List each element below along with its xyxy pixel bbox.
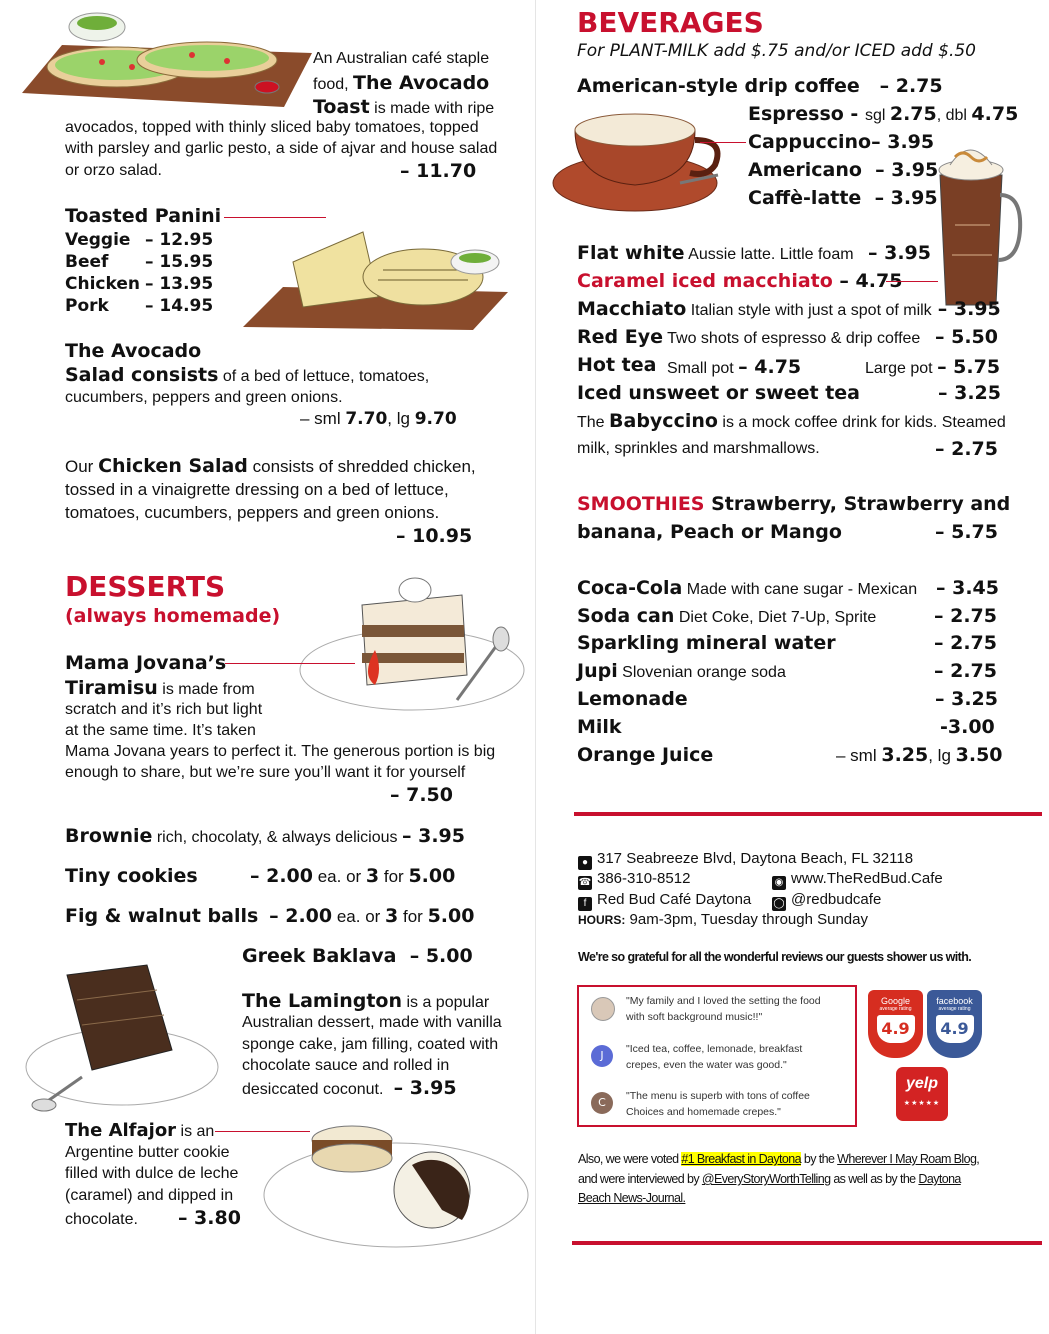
- review-text-2: "Iced tea, coffee, lemonade, breakfast crepes, even the water was good.": [626, 1043, 803, 1071]
- chicken-salad-line1: Our Chicken Salad consists of shredded chicken,: [65, 455, 476, 477]
- avocado-salad-desc2: cucumbers, peppers and green onions.: [65, 389, 343, 406]
- tiramisu-desc2: scratch and it’s rich but light: [65, 701, 263, 718]
- globe-icon: ◉: [772, 876, 786, 890]
- panini-item-chicken: Chicken: [65, 274, 140, 294]
- espresso-line: Espresso - sgl 2.75, dbl 4.75: [748, 103, 1019, 125]
- chicken-salad-desc2: tossed in a vinaigrette dressing on a bed of lettuce,: [65, 480, 449, 499]
- hot-tea-name: Hot tea: [577, 354, 657, 376]
- caramel-pointer-line: [886, 281, 938, 282]
- chicken-salad-price: – 10.95: [396, 525, 473, 547]
- panini-illustration: [243, 222, 508, 332]
- panini-price-chicken: – 13.95: [145, 274, 214, 294]
- smoothies-price: – 5.75: [935, 521, 998, 543]
- panini-item-veggie: Veggie: [65, 230, 131, 250]
- facebook-link[interactable]: f Red Bud Café Daytona: [578, 891, 751, 911]
- reviews-box: [577, 985, 857, 1127]
- yelp-badge: yelp ★★★★★: [896, 1067, 948, 1121]
- brownie-line: Brownie rich, chocolaty, & always delicious – 3.95: [65, 825, 465, 847]
- hot-tea-large: Large pot – 5.75: [865, 356, 1001, 378]
- alfajor-desc2: Argentine butter cookie: [65, 1144, 230, 1161]
- review-avatar-1: [591, 997, 615, 1021]
- alfajor-illustration: [262, 1110, 530, 1250]
- panini-price-beef: – 15.95: [145, 252, 214, 272]
- instagram-link[interactable]: ◯ @redbudcafe: [773, 891, 882, 909]
- hours-line: HOURS: 9am-3pm, Tuesday through Sunday: [578, 911, 868, 928]
- tiramisu-price: – 7.50: [390, 784, 453, 806]
- drip-coffee-line: American-style drip coffee – 2.75: [577, 75, 943, 97]
- tiny-cookies-name: Tiny cookies: [65, 865, 198, 887]
- caramel-macchiato-line: Caramel iced macchiato – 4.75: [577, 270, 903, 292]
- drink-price-coca-cola: – 3.45: [936, 577, 999, 599]
- drink-name-lemonade: Lemonade: [577, 688, 688, 710]
- review-text-1: "My family and I loved the setting the food with soft background music!!": [626, 995, 821, 1023]
- instagram-icon: ◯: [773, 898, 785, 909]
- phone-icon: ☎: [578, 877, 592, 888]
- desserts-heading: DESSERTS: [65, 570, 226, 603]
- desserts-subtitle: (always homemade): [65, 605, 281, 627]
- babyccino-line1: The Babyccino is a mock coffee drink for kids. Steamed: [577, 410, 1006, 432]
- alfajor-desc4: (caramel) and dipped in: [65, 1187, 234, 1204]
- beverages-heading: BEVERAGES: [577, 6, 764, 39]
- smoothies-line1: SMOOTHIES Strawberry, Strawberry and: [577, 493, 1011, 515]
- phone-line[interactable]: ☎ 386-310-8512: [578, 870, 691, 888]
- section-divider-top: [574, 812, 1042, 816]
- flat-white-line: Flat white Aussie latte. Little foam: [577, 242, 854, 264]
- drink-price-lemonade: – 3.25: [935, 688, 998, 710]
- lamington-desc4: chocolate sauce and rolled in: [242, 1057, 450, 1074]
- news-journal-link-part2[interactable]: Beach News-Journal.: [578, 1191, 686, 1205]
- lamington-desc5: desiccated coconut. – 3.95: [242, 1077, 457, 1099]
- hot-tea-small: Small pot – 4.75: [667, 356, 802, 378]
- drink-name-milk: Milk: [577, 716, 622, 738]
- avocado-toast-illustration: [22, 5, 312, 110]
- cappuccino-line: Cappuccino– 3.95: [748, 131, 935, 153]
- cappuccino-pointer-line: [700, 142, 746, 143]
- tiramisu-illustration: [297, 565, 532, 715]
- red-eye-price: – 5.50: [935, 326, 998, 348]
- panini-title: Toasted Panini: [65, 205, 222, 227]
- footer-line3: [578, 1191, 685, 1205]
- drink-name-coca-cola: Coca-Cola Made with cane sugar - Mexican: [577, 577, 918, 599]
- footer-line1: Also, we were voted #1 Breakfast in Daytona by the Wherever I May Roam Blog,: [578, 1152, 980, 1166]
- panini-price-pork: – 14.95: [145, 296, 214, 316]
- drink-name-sparkling-water: Sparkling mineral water: [577, 632, 836, 654]
- chicken-salad-desc3: tomatoes, cucumbers, peppers and green onions.: [65, 503, 440, 522]
- review-avatar-2: J: [591, 1045, 613, 1067]
- avocado-salad-line2: Salad consists of a bed of lettuce, tomatoes,: [65, 364, 430, 386]
- lamington-desc2: Australian dessert, made with vanilla: [242, 1014, 502, 1031]
- column-divider: [535, 0, 536, 1334]
- section-divider-bottom: [572, 1241, 1042, 1245]
- drink-price-sparkling-water: – 2.75: [934, 632, 997, 654]
- facebook-rating-badge: facebook average rating 4.9: [927, 990, 982, 1058]
- baklava-line: Greek Baklava – 5.00: [242, 945, 473, 967]
- beverages-subtitle: For PLANT-MILK add $.75 and/or ICED add $.50: [577, 41, 976, 61]
- footer-line2: and were interviewed by @EveryStoryWorthTelling as well as by the Daytona: [578, 1172, 961, 1186]
- alfajor-line1: The Alfajor is an: [65, 1120, 215, 1141]
- iced-macchiato-illustration: [930, 135, 1025, 310]
- orange-juice-name: Orange Juice: [577, 744, 714, 766]
- address-line: ● 317 Seabreeze Blvd, Daytona Beach, FL 32118: [578, 850, 913, 870]
- panini-pointer-line: [224, 217, 326, 218]
- smoothies-line2: banana, Peach or Mango: [577, 521, 842, 543]
- avocado-toast-intro: An Australian café staple: [313, 50, 490, 67]
- iced-tea-price: – 3.25: [938, 382, 1001, 404]
- lamington-desc3: sponge cake, jam filling, coated with: [242, 1036, 499, 1053]
- babyccino-price: – 2.75: [935, 438, 998, 460]
- drink-price-jupi: – 2.75: [934, 660, 997, 682]
- iced-tea-name: Iced unsweet or sweet tea: [577, 382, 860, 404]
- website-link[interactable]: ◉ www.TheRedBud.Cafe: [772, 870, 943, 890]
- tiramisu-desc3: at the same time. It’s taken: [65, 722, 256, 739]
- drink-name-soda-can: Soda can Diet Coke, Diet 7-Up, Sprite: [577, 605, 877, 627]
- review-text-3: "The menu is superb with tons of coffee Choices and homemade crepes.": [626, 1090, 810, 1118]
- facebook-icon: f: [578, 897, 592, 911]
- avocado-toast-price: – 11.70: [400, 160, 477, 182]
- avocado-toast-desc3: or orzo salad.: [65, 162, 162, 179]
- tiramisu-desc5: enough to share, but we’re sure you’ll want it for yourself: [65, 764, 466, 781]
- avocado-toast-desc1: avocados, topped with thinly sliced baby tomatoes, topped: [65, 119, 479, 136]
- tiramisu-desc4: Mama Jovana years to perfect it. The generous portion is big: [65, 743, 496, 760]
- breakfast-award-highlight[interactable]: #1 Breakfast in Daytona: [681, 1152, 801, 1166]
- grateful-note: We're so grateful for all the wonderful reviews our guests shower us with.: [578, 950, 972, 964]
- google-rating-badge: Google average rating 4.9: [868, 990, 923, 1058]
- panini-item-pork: Pork: [65, 296, 109, 316]
- map-pin-icon: ●: [578, 856, 592, 870]
- macchiato-line: Macchiato Italian style with just a spot of milk – 3.95: [577, 298, 1001, 320]
- every-story-link[interactable]: @EveryStoryWorthTelling: [701, 1172, 831, 1186]
- flat-white-price: – 3.95: [868, 242, 931, 264]
- baklava-illustration: [22, 955, 222, 1115]
- lamington-line1: The Lamington is a popular: [242, 990, 490, 1012]
- avocado-toast-line2: food, The Avocado: [313, 72, 490, 94]
- news-journal-link-part1[interactable]: Daytona: [918, 1172, 961, 1186]
- americano-line: Americano – 3.95: [748, 159, 939, 181]
- drink-price-milk: -3.00: [940, 716, 995, 738]
- avocado-salad-price: – sml 7.70, lg 9.70: [300, 409, 457, 429]
- latte-line: Caffè-latte – 3.95: [748, 187, 938, 209]
- red-eye-line: Red Eye Two shots of espresso & drip coffee: [577, 326, 921, 348]
- alfajor-desc5: chocolate. – 3.80: [65, 1207, 241, 1229]
- avocado-toast-desc2: with parsley and garlic pesto, a side of ajvar and house salad: [65, 140, 498, 157]
- drink-price-soda-can: – 2.75: [934, 605, 997, 627]
- panini-price-veggie: – 12.95: [145, 230, 214, 250]
- panini-item-beef: Beef: [65, 252, 109, 272]
- tiny-cookies-price: – 2.00 ea. or 3 for 5.00: [250, 865, 456, 887]
- fig-balls-line: Fig & walnut balls – 2.00 ea. or 3 for 5.00: [65, 905, 475, 927]
- tiramisu-line2: Tiramisu is made from: [65, 677, 255, 699]
- tiramisu-pointer-line: [225, 663, 355, 664]
- blog-link[interactable]: Wherever I May Roam Blog,: [837, 1152, 980, 1166]
- orange-juice-price: – sml 3.25, lg 3.50: [836, 744, 1003, 766]
- cappuccino-illustration: [550, 105, 740, 215]
- babyccino-desc2: milk, sprinkles and marshmallows.: [577, 440, 820, 457]
- drink-name-jupi: Jupi Slovenian orange soda: [577, 660, 786, 682]
- avocado-toast-line3: Toast is made with ripe: [313, 96, 495, 118]
- avocado-salad-title1: The Avocado: [65, 340, 202, 362]
- review-avatar-3: C: [591, 1092, 613, 1114]
- alfajor-desc3: filled with dulce de leche: [65, 1165, 239, 1182]
- tiramisu-name1: Mama Jovana’s: [65, 652, 227, 674]
